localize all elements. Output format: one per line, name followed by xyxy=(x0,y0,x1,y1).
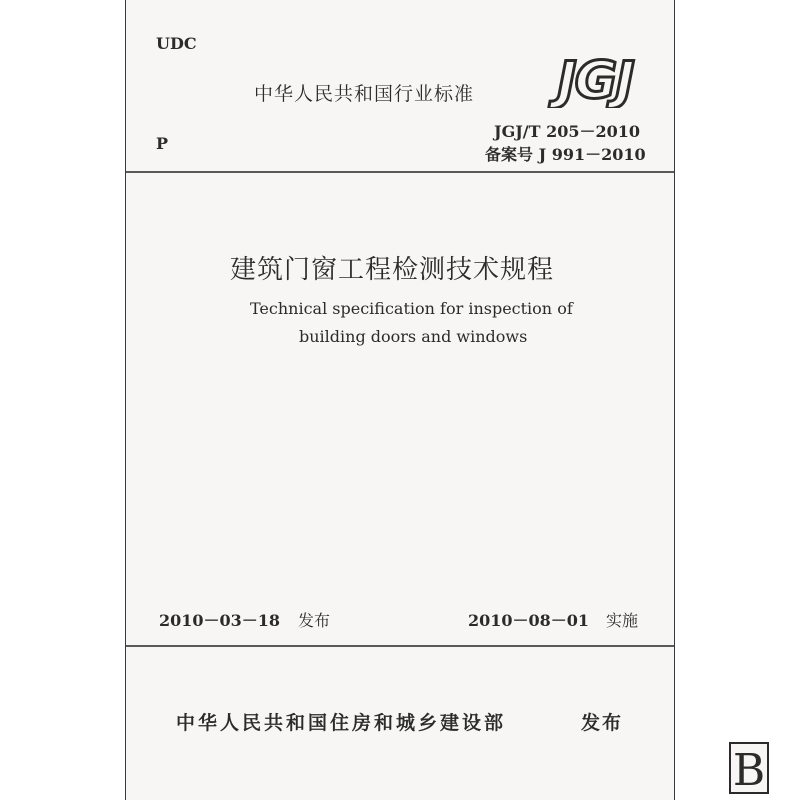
bottom-rule xyxy=(126,645,674,647)
filing-number: 备案号 J 991－2010 xyxy=(485,145,646,164)
jgj-logo xyxy=(545,48,645,108)
publisher: 中华人民共和国住房和城乡建设部 xyxy=(176,712,507,734)
effective-word: 实施 xyxy=(606,611,639,630)
top-rule xyxy=(126,171,674,173)
title-chinese: 建筑门窗工程检测技术规程 xyxy=(230,255,555,285)
title-english-line-1: Technical specification for inspection of xyxy=(250,299,573,318)
udc-label: UDC xyxy=(156,34,197,53)
p-label: P xyxy=(156,134,169,153)
corner-badge-letter: B xyxy=(732,745,766,794)
standard-number: JGJ/T 205－2010 xyxy=(494,122,641,141)
release-date: 2010－03－18 xyxy=(159,611,281,630)
corner-badge xyxy=(729,742,769,794)
book-cover xyxy=(125,0,766,800)
effective-date: 2010－08－01 xyxy=(468,611,590,630)
publisher-word: 发布 xyxy=(581,712,624,734)
title-english-line-2: building doors and windows xyxy=(299,327,528,346)
logo-text: JGJ xyxy=(557,51,633,108)
release-word: 发布 xyxy=(298,611,331,630)
issuer-category: 中华人民共和国行业标准 xyxy=(254,83,475,105)
